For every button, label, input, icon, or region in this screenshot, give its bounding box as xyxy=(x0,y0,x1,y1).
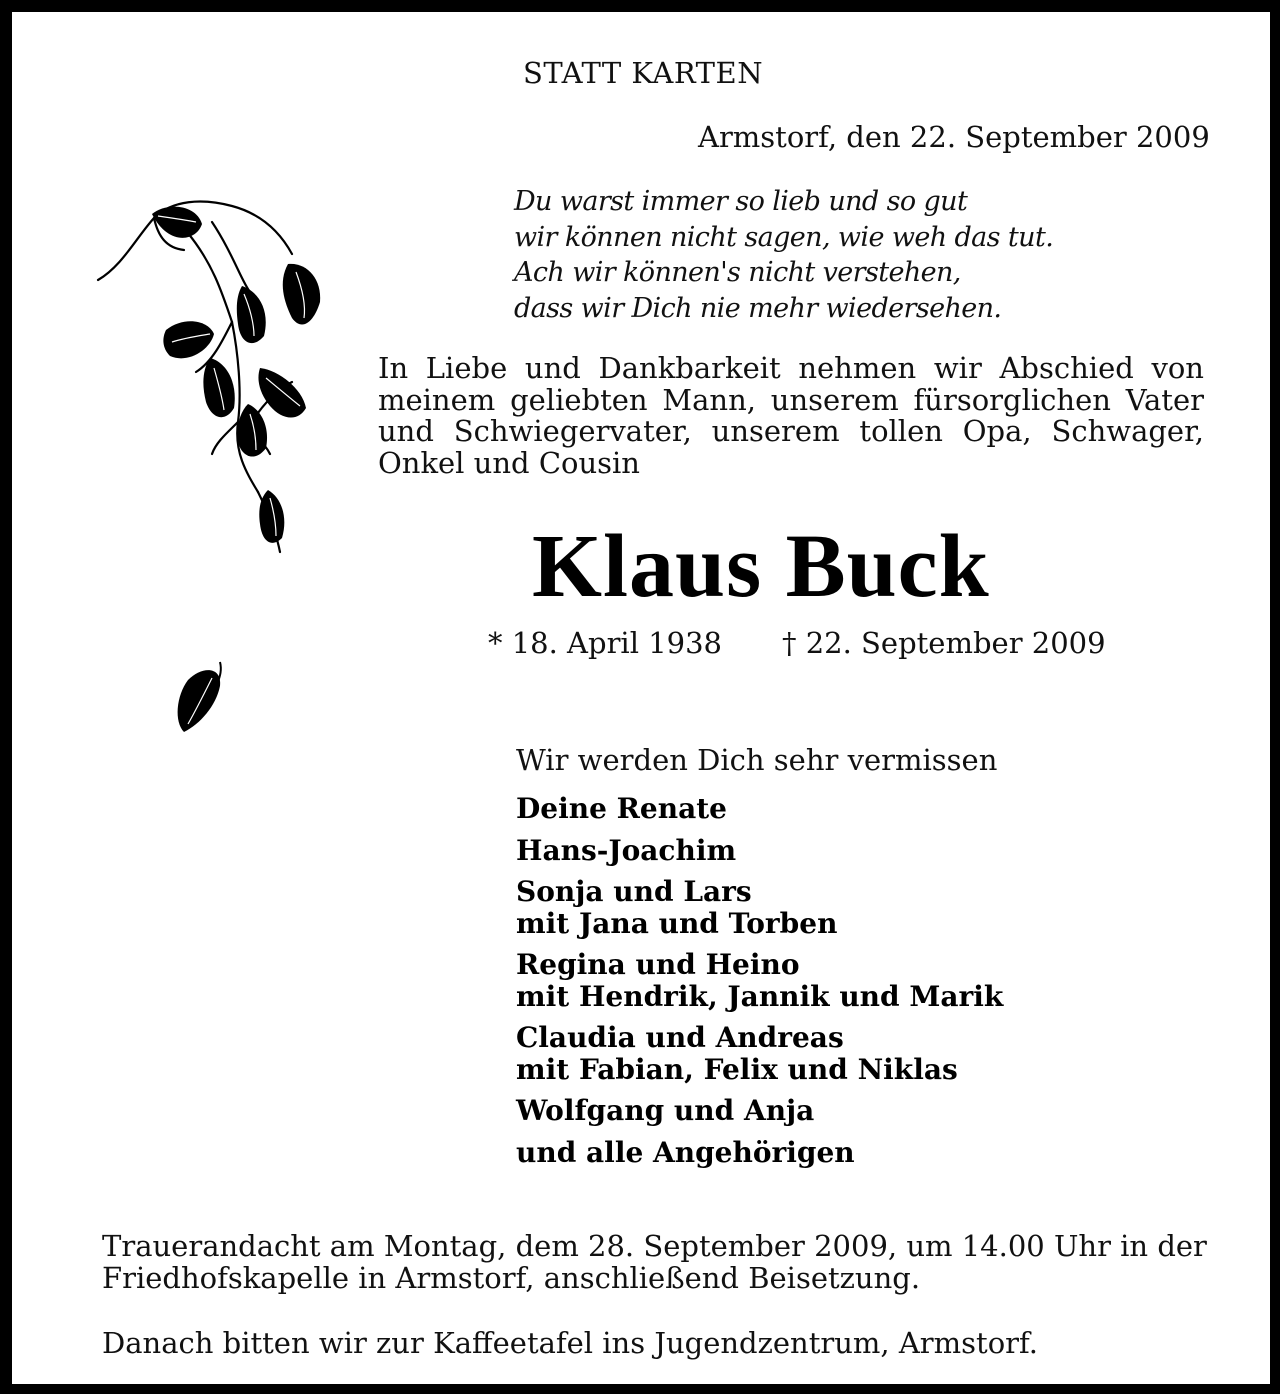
intro-paragraph xyxy=(378,353,1204,479)
header-statt-karten: STATT KARTEN xyxy=(523,56,764,90)
coffee-invitation: Danach bitten wir zur Kaffeetafel ins Jugendzentrum, Armstorf. xyxy=(102,1326,1038,1360)
poem xyxy=(514,184,1053,326)
intro-line: und Schwiegervater, unserem tollen Opa, Schwager, xyxy=(378,414,1204,448)
family-line: Regina und Heino xyxy=(516,948,800,981)
family-group xyxy=(516,1095,1003,1127)
poem-line: wir können nicht sagen, wie weh das tut. xyxy=(514,221,1054,253)
service-line: Friedhofskapelle in Armstorf, anschließend Beisetzung. xyxy=(102,1260,921,1295)
service-announcement xyxy=(102,1229,1207,1295)
poem-line: Du warst immer so lieb und so gut xyxy=(514,186,968,217)
miss-line: Wir werden Dich sehr vermissen xyxy=(516,743,998,777)
family-group xyxy=(516,1137,1003,1169)
family-line: Claudia und Andreas xyxy=(516,1021,844,1054)
family-line: Sonja und Lars xyxy=(516,875,752,908)
birch-branch-icon xyxy=(92,192,342,752)
death-date: † 22. September 2009 xyxy=(782,626,1106,660)
birth-date: * 18. April 1938 xyxy=(488,626,722,660)
family-group xyxy=(516,876,1003,939)
family-line: Deine Renate xyxy=(516,792,727,825)
intro-line: In Liebe und Dankbarkeit nehmen wir Abschied von xyxy=(378,351,1204,385)
family-group xyxy=(516,949,1003,1012)
family-line: mit Fabian, Felix und Niklas xyxy=(516,1052,958,1086)
family-line: Hans-Joachim xyxy=(516,833,737,867)
family-group xyxy=(516,1022,1003,1085)
poem-line: Ach wir können's nicht verstehen, xyxy=(514,257,961,288)
intro-line: Onkel und Cousin xyxy=(378,445,640,480)
family-group xyxy=(516,793,1003,825)
family-group xyxy=(516,835,1003,867)
family-line: mit Jana und Torben xyxy=(516,906,838,940)
service-line: Trauerandacht am Montag, dem 28. September 2009, um 14.00 Uhr in der xyxy=(102,1229,1207,1263)
family-line: mit Hendrik, Jannik und Marik xyxy=(516,979,1004,1013)
family-line: Wolfgang und Anja xyxy=(516,1094,815,1127)
poem-line: dass wir Dich nie mehr wiedersehen. xyxy=(514,292,1002,324)
deceased-name: Klaus Buck xyxy=(532,517,990,616)
intro-line: meinem geliebten Mann, unserem fürsorglichen Vater xyxy=(378,382,1204,417)
family-list xyxy=(516,793,1003,1178)
place-and-date: Armstorf, den 22. September 2009 xyxy=(698,120,1210,154)
family-line: und alle Angehörigen xyxy=(516,1135,855,1169)
